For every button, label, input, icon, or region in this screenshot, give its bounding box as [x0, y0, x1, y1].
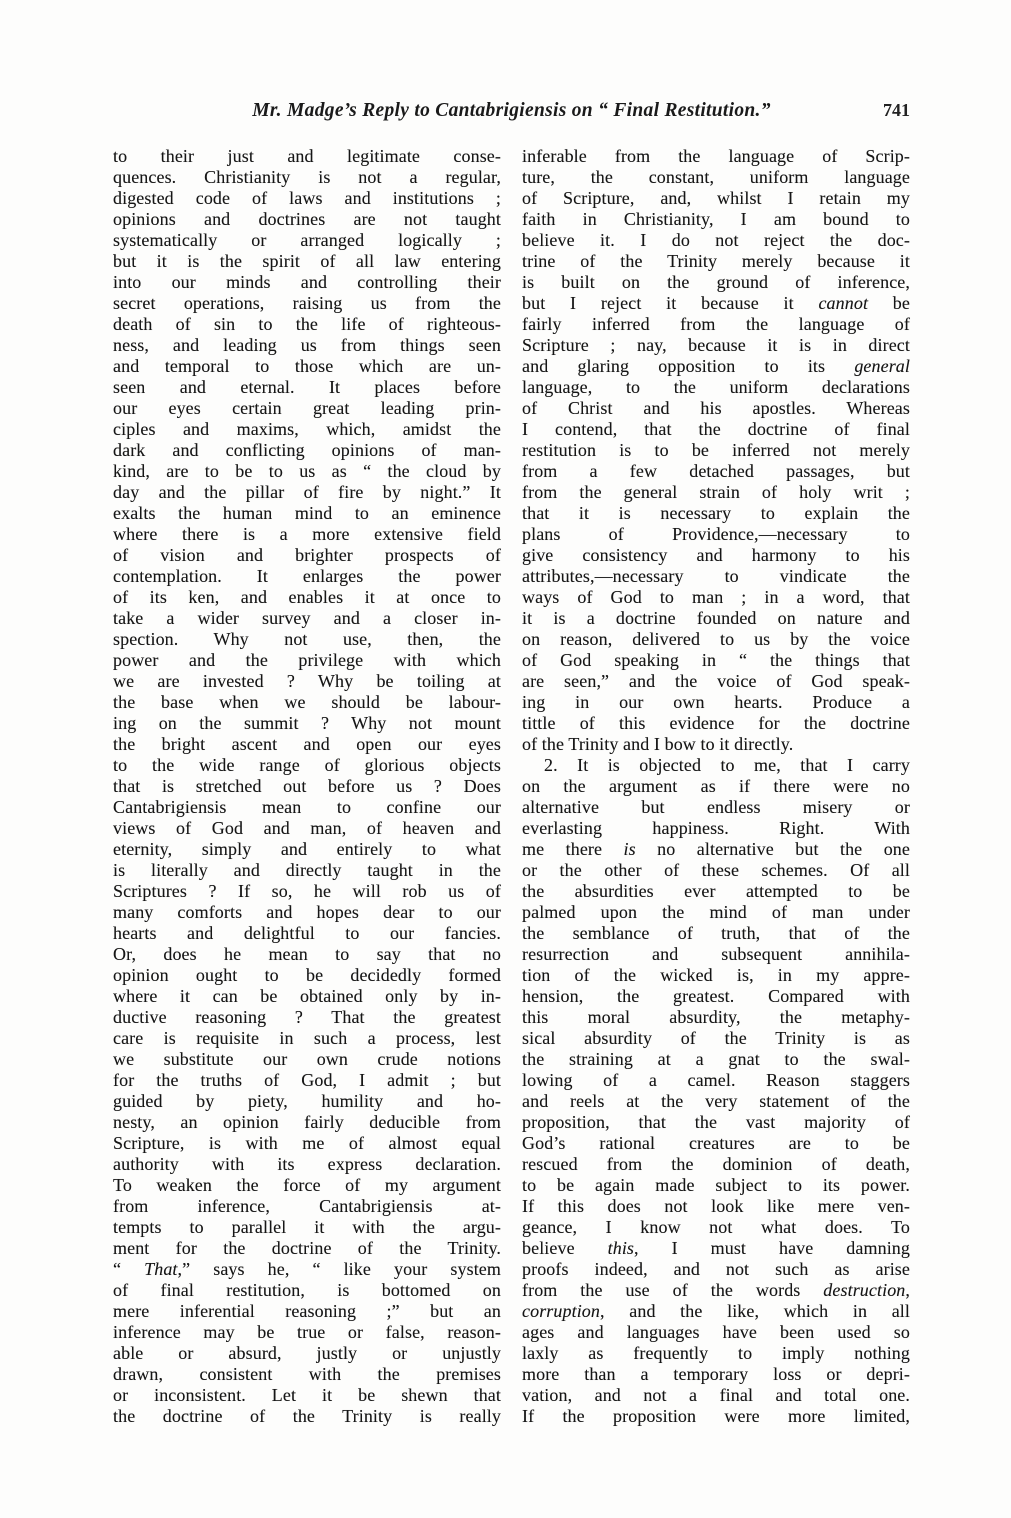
- text-line: where there is a more extensive field: [113, 524, 501, 544]
- text-line: lowing of a camel. Reason staggers: [522, 1070, 910, 1090]
- page-number: 741: [883, 100, 910, 120]
- text-line: able or absurd, justly or unjustly: [113, 1343, 501, 1363]
- text-line: it is a doctrine founded on nature and: [522, 608, 910, 628]
- text-line: Scripture, is with me of almost equal: [113, 1133, 501, 1153]
- text-line: If the proposition were more limited,: [522, 1406, 910, 1426]
- text-line: nesty, an opinion fairly deducible from: [113, 1112, 501, 1132]
- text-line: “ That,” says he, “ like your system: [113, 1259, 501, 1279]
- running-head: [113, 97, 910, 131]
- text-line: the straining at a gnat to the swal-: [522, 1049, 910, 1069]
- text-line: restitution is to be inferred not merely: [522, 440, 910, 460]
- text-line: from a few detached passages, but: [522, 461, 910, 481]
- text-line: into our minds and controlling their: [113, 272, 501, 292]
- text-line: systematically or arranged logically ;: [113, 230, 501, 250]
- text-line: ages and languages have been used so: [522, 1322, 910, 1342]
- text-line: eternity, simply and entirely to what: [113, 839, 501, 859]
- text-line: are seen,” and the voice of God speak-: [522, 671, 910, 691]
- text-line: drawn, consistent with the premises: [113, 1364, 501, 1384]
- text-line: views of God and man, of heaven and: [113, 818, 501, 838]
- text-line: of its ken, and enables it at once to: [113, 587, 501, 607]
- text-line: secret operations, raising us from the: [113, 293, 501, 313]
- text-line: of vision and brighter prospects of: [113, 545, 501, 565]
- text-line: ductive reasoning ? That the greatest: [113, 1007, 501, 1027]
- text-line: geance, I know not what does. To: [522, 1217, 910, 1237]
- text-line: to the wide range of glorious objects: [113, 755, 501, 775]
- text-line: me there is no alternative but the one: [522, 839, 910, 859]
- text-line: Scripture ; nay, because it is in direct: [522, 335, 910, 355]
- text-line: God’s rational creatures are to be: [522, 1133, 910, 1153]
- text-line: ment for the doctrine of the Trinity.: [113, 1238, 501, 1258]
- text-line: is built on the ground of inference,: [522, 272, 910, 292]
- text-line: plans of Providence,—necessary to: [522, 524, 910, 544]
- text-line: that is stretched out before us ? Does: [113, 776, 501, 796]
- text-line: rescued from the dominion of death,: [522, 1154, 910, 1174]
- text-line: vation, and not a final and total one.: [522, 1385, 910, 1405]
- text-line: and glaring opposition to its general: [522, 356, 910, 376]
- text-line: or inconsistent. Let it be shewn that: [113, 1385, 501, 1405]
- text-line: dark and conflicting opinions of man-: [113, 440, 501, 460]
- text-line: spection. Why not use, then, the: [113, 629, 501, 649]
- text-columns: [113, 146, 910, 1427]
- text-line: of final restitution, is bottomed on: [113, 1280, 501, 1300]
- text-line: If this does not look like mere ven-: [522, 1196, 910, 1216]
- text-line: everlasting happiness. Right. With: [522, 818, 910, 838]
- text-line: sical absurdity of the Trinity is as: [522, 1028, 910, 1048]
- text-line: opinion ought to be decidedly formed: [113, 965, 501, 985]
- text-line: inference may be true or false, reason-: [113, 1322, 501, 1342]
- text-line: proposition, that the vast majority of: [522, 1112, 910, 1132]
- text-line: care is requisite in such a process, lest: [113, 1028, 501, 1048]
- text-line: the bright ascent and open our eyes: [113, 734, 501, 754]
- text-line: from the general strain of holy writ ;: [522, 482, 910, 502]
- text-line: kind, are to be to us as “ the cloud by: [113, 461, 501, 481]
- paragraph: [113, 146, 501, 1427]
- text-line: our eyes certain great leading prin-: [113, 398, 501, 418]
- text-line: the base when we should be labour-: [113, 692, 501, 712]
- text-line: digested code of laws and institutions ;: [113, 188, 501, 208]
- right-column: [522, 146, 910, 1427]
- text-line: of God speaking in “ the things that: [522, 650, 910, 670]
- text-line: this moral absurdity, the metaphy-: [522, 1007, 910, 1027]
- text-line: but I reject it because it cannot be: [522, 293, 910, 313]
- text-line: I contend, that the doctrine of final: [522, 419, 910, 439]
- text-line: quences. Christianity is not a regular,: [113, 167, 501, 187]
- text-line: power and the privilege with which: [113, 650, 501, 670]
- text-line: tion of the wicked is, in my appre-: [522, 965, 910, 985]
- text-line: give consistency and harmony to his: [522, 545, 910, 565]
- text-line: proofs indeed, and not such as arise: [522, 1259, 910, 1279]
- text-line: the absurdities ever attempted to be: [522, 881, 910, 901]
- text-line: or the other of these schemes. Of all: [522, 860, 910, 880]
- text-line: from the use of the words destruction,: [522, 1280, 910, 1300]
- text-line: we substitute our own crude notions: [113, 1049, 501, 1069]
- page-title: Mr. Madge’s Reply to Cantabrigiensis on “ Final Restitution.”: [252, 100, 771, 121]
- text-line: on reason, delivered to us by the voice: [522, 629, 910, 649]
- text-line: ture, the constant, uniform language: [522, 167, 910, 187]
- text-line: believe this, I must have damning: [522, 1238, 910, 1258]
- text-line: authority with its express declaration.: [113, 1154, 501, 1174]
- text-line: day and the pillar of fire by night.” It: [113, 482, 501, 502]
- text-line: but it is the spirit of all law entering: [113, 251, 501, 271]
- text-line: many comforts and hopes dear to our: [113, 902, 501, 922]
- text-line: 2. It is objected to me, that I carry: [544, 755, 910, 775]
- text-line: the doctrine of the Trinity is really: [113, 1406, 501, 1426]
- text-line: hension, the greatest. Compared with: [522, 986, 910, 1006]
- text-line: ing on the summit ? Why not mount: [113, 713, 501, 733]
- text-line: inferable from the language of Scrip-: [522, 146, 910, 166]
- text-line: Or, does he mean to say that no: [113, 944, 501, 964]
- text-line: ways of God to man ; in a word, that: [522, 587, 910, 607]
- text-line: fairly inferred from the language of: [522, 314, 910, 334]
- text-line: of the Trinity and I bow to it directly.: [522, 734, 794, 754]
- text-line: Cantabrigiensis mean to confine our: [113, 797, 501, 817]
- text-line: ciples and maxims, which, amidst the: [113, 419, 501, 439]
- text-line: hearts and delightful to our fancies.: [113, 923, 501, 943]
- text-line: for the truths of God, I admit ; but: [113, 1070, 501, 1090]
- text-line: we are invested ? Why be toiling at: [113, 671, 501, 691]
- text-line: exalts the human mind to an eminence: [113, 503, 501, 523]
- paragraph: [522, 755, 910, 1427]
- text-line: contemplation. It enlarges the power: [113, 566, 501, 586]
- text-line: death of sin to the life of righteous-: [113, 314, 501, 334]
- text-line: guided by piety, humility and ho-: [113, 1091, 501, 1111]
- text-line: tittle of this evidence for the doctrine: [522, 713, 910, 733]
- text-line: tempts to parallel it with the argu-: [113, 1217, 501, 1237]
- text-line: is literally and directly taught in the: [113, 860, 501, 880]
- text-line: opinions and doctrines are not taught: [113, 209, 501, 229]
- text-line: ing in our own hearts. Produce a: [522, 692, 910, 712]
- text-line: laxly as frequently to imply nothing: [522, 1343, 910, 1363]
- text-line: believe it. I do not reject the doc-: [522, 230, 910, 250]
- text-line: the semblance of truth, that of the: [522, 923, 910, 943]
- text-line: to be again made subject to its power.: [522, 1175, 910, 1195]
- left-column: [113, 146, 501, 1427]
- text-line: Scriptures ? If so, he will rob us of: [113, 881, 501, 901]
- text-line: corruption, and the like, which in all: [522, 1301, 910, 1321]
- text-line: ness, and leading us from things seen: [113, 335, 501, 355]
- text-line: to their just and legitimate conse-: [113, 146, 501, 166]
- paragraph: [522, 146, 910, 755]
- text-line: and reels at the very statement of the: [522, 1091, 910, 1111]
- text-line: mere inferential reasoning ;” but an: [113, 1301, 501, 1321]
- text-line: attributes,—necessary to vindicate the: [522, 566, 910, 586]
- text-line: trine of the Trinity merely because it: [522, 251, 910, 271]
- text-line: palmed upon the mind of man under: [522, 902, 910, 922]
- text-line: To weaken the force of my argument: [113, 1175, 501, 1195]
- text-line: where it can be obtained only by in-: [113, 986, 501, 1006]
- text-line: take a wider survey and a closer in-: [113, 608, 501, 628]
- text-line: from inference, Cantabrigiensis at-: [113, 1196, 501, 1216]
- text-line: faith in Christianity, I am bound to: [522, 209, 910, 229]
- text-line: of Christ and his apostles. Whereas: [522, 398, 910, 418]
- text-line: more than a temporary loss or depri-: [522, 1364, 910, 1384]
- text-line: on the argument as if there were no: [522, 776, 910, 796]
- text-line: that it is necessary to explain the: [522, 503, 910, 523]
- text-line: seen and eternal. It places before: [113, 377, 501, 397]
- text-line: alternative but endless misery or: [522, 797, 910, 817]
- text-line: resurrection and subsequent annihila-: [522, 944, 910, 964]
- text-line: language, to the uniform declarations: [522, 377, 910, 397]
- text-line: of Scripture, and, whilst I retain my: [522, 188, 910, 208]
- text-line: and temporal to those which are un-: [113, 356, 501, 376]
